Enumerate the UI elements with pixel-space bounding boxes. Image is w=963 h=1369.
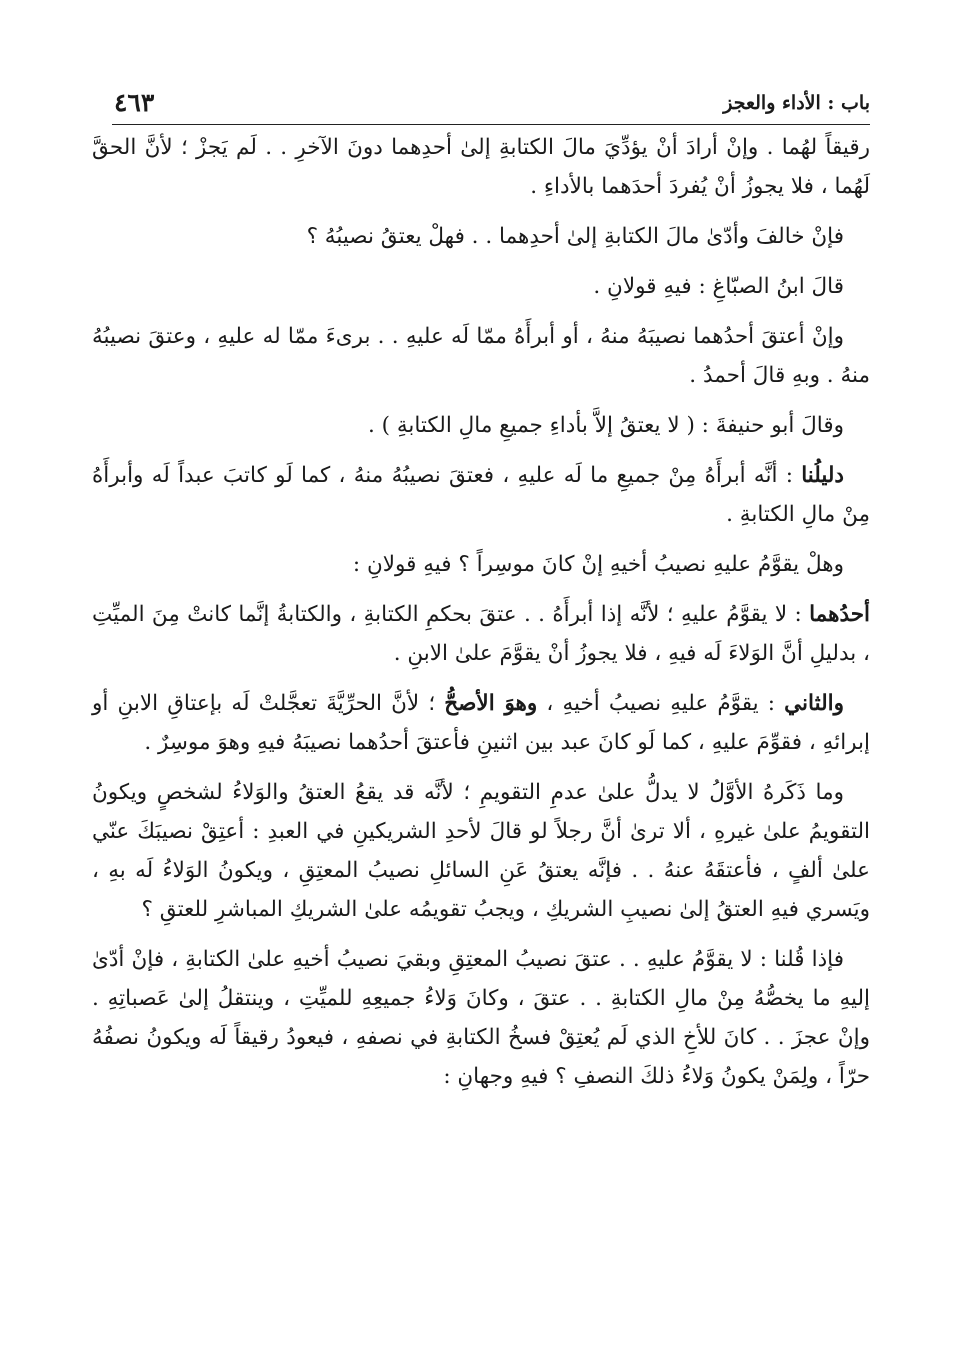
paragraph-text: : أنَّه أبرأَهُ مِنْ جميعِ ما لَه عليهِ ، فعتقَ نصيبُهُ منهُ ، كما لَو كاتبَ عبداً لَه وأبرأَهُ مِنْ مالِ الكتابةِ . [92,463,870,527]
paragraph-text: فإذا قُلنا : لا يقوَّمُ عليهِ . . عتقَ نصيبُ المعتِقِ وبقيَ نصيبُ أخيهِ علىٰ الكتابةِ ، فإنْ أدّىٰ إليهِ ما يخصُّهُ مِنْ مالِ الكتابةِ . . عتقَ ، وكانَ وَلاءُ جميعِهِ للميِّتِ ، وينتقلُ إلىٰ عَصباتِهِ . وإنْ عجزَ . . كانَ للأخِ الذي لَم يُعتِقْ فسخُ الكتابةِ في نصفهِ ، فيعودُ رقيقاً لَه ويكونُ نصفُهُ حرّاً ، ولِمَنْ يكونُ وَلاءُ ذلكَ النصفِ ؟ فيهِ وجهانِ : [92,947,870,1089]
page-number: ٤٦٣ [114,88,155,117]
paragraph-lead: دليلُنا [801,463,844,488]
paragraph-text: وهلْ يقوَّمُ عليهِ نصيبُ أخيهِ إنْ كانَ موسِراً ؟ فيهِ قولانِ : [352,552,844,577]
paragraph-text: : لا يقوَّمُ عليهِ ؛ لأنَّه إذا أبرأَهُ . . عتقَ بحكمِ الكتابةِ ، والكتابةُ إنَّما كانتْ مِنَ الميِّتِ ، بدليلِ أنَّ الوَلاءَ لَه فيهِ ، فلا يجوزُ أنْ يقوَّمَ علىٰ الابنِ . [92,602,870,666]
paragraph-text: ؛ لأنَّ الحرِّيَّةَ تعجَّلتْ لَه بإعتاقِ الابنِ أو إبرائهِ ، فقوِّمَ عليهِ ، كما لَو كانَ عبد بين اثنينِ فأعتقَ أحدُهما نصيبَهُ فيهِ وهوَ موسِرٌ . [92,691,870,755]
paragraph-text: وقالَ أبو حنيفةَ : ( لا يعتقُ إلاَّ بأداءِ جميعِ مالِ الكتابةِ ) . [367,413,844,438]
paragraph-text: : يقوَّمُ عليهِ نصيبُ أخيهِ ، [537,691,785,716]
paragraph [92,317,870,395]
paragraph [92,595,870,673]
paragraph-text: وإنْ أعتقَ أحدُهما نصيبَهُ منهُ ، أو أبرأَهُ ممّا لَه عليهِ . . برىءَ ممّا له عليهِ ، وعتقَ نصيبُهُ منهُ . وبهِ قالَ أحمدُ . [92,324,870,388]
paragraph [92,406,870,445]
paragraph-emphasis: وهوَ الأصحُّ [444,691,538,716]
paragraph [92,545,870,584]
paragraph-text: وما ذَكَرهُ الأوَّلُ لا يدلُّ علىٰ عدمِ التقويمِ ؛ لأنَّه قد يقعُ العتقُ والوَلاءُ لشخصٍ ويكونُ التقويمُ علىٰ غيرهِ ، ألا ترىٰ أنَّ رجلاً لو قالَ لأحدِ الشريكينِ في العبدِ : أعتِقْ نصيبَكَ عنّي علىٰ ألفٍ ، فأعتقَهُ عنهُ . . فإنَّه يعتقُ عَنِ السائلِ نصيبُ المعتِقِ ، ويكونُ الوَلاءُ لَه بهِ ، ويَسري فيهِ العتقُ إلىٰ نصيبِ الشريكِ ، ويجبُ تقويمُه علىٰ الشريكِ المباشرِ للعتقِ ؟ [92,780,870,922]
paragraph-text: قالَ ابنُ الصبّاغِ : فيهِ قولانِ . [593,274,844,299]
paragraph [92,456,870,534]
paragraph [92,217,870,256]
paragraph [92,773,870,929]
paragraph [92,940,870,1096]
paragraph [92,684,870,762]
page-body [92,128,870,1107]
paragraph-text: فإنْ خالفَ وأدّىٰ مالَ الكتابةِ إلىٰ أحدِهما . . فهلْ يعتقُ نصيبُهُ ؟ [306,224,844,249]
paragraph-text: رقيقاً لهُما . وإنْ أرادَ أنْ يؤدِّيَ مالَ الكتابةِ إلىٰ أحدِهما دونَ الآخرِ . . لَم يَجزْ ؛ لأنَّ الحقَّ لَهُما ، فلا يجوزُ أنْ يُفردَ أحدَهما بالأداءِ . [92,135,870,199]
paragraph-lead: أحدُهما [809,602,870,627]
paragraph [92,267,870,306]
chapter-title: باب : الأداء والعجز [723,92,870,114]
paragraph-lead: والثاني [784,691,844,716]
paragraph [92,128,870,206]
page-header [112,88,870,125]
